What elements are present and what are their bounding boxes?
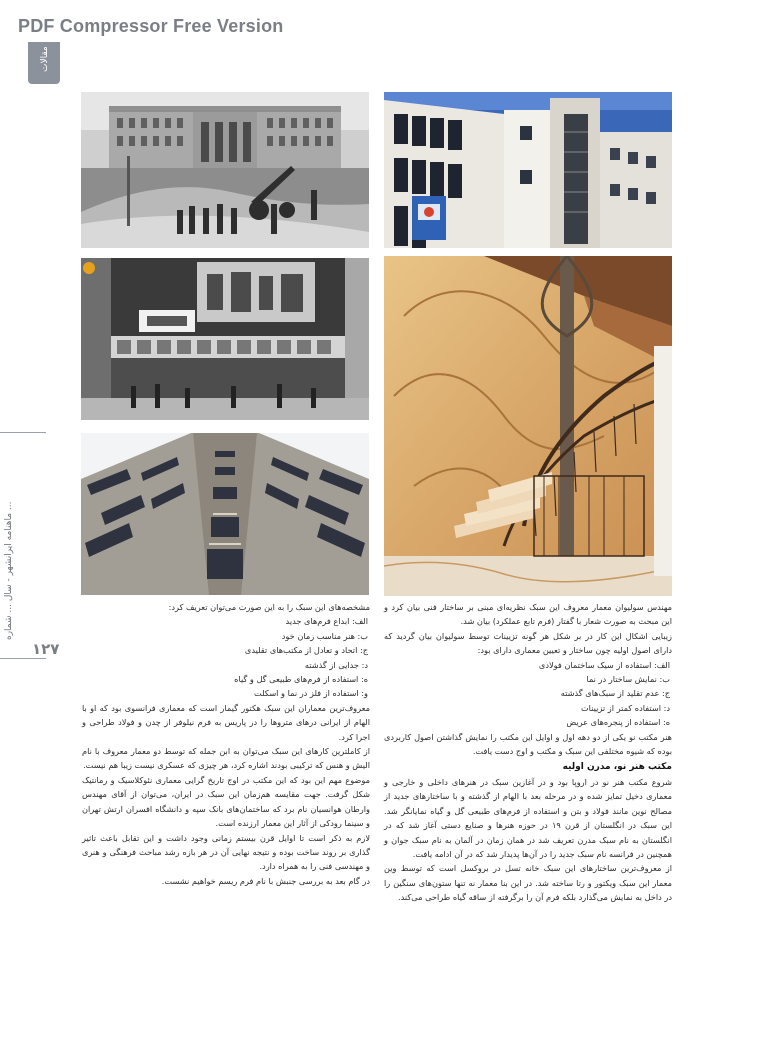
left-list-item: ج: اتحاد و تعادل از مکتب‌های تقلیدی	[244, 645, 368, 656]
left-paragraph: معروف‌ترین معماران این سبک هکتور گیمار است که معماری فرانسوی بود که او با الهام از ایرانی درهای مترو‌ها را در پاریس به فرم نیلوفر از چدن و فولاد طراحی و اجرا کرد.	[82, 702, 370, 742]
tower-facade-photo	[81, 433, 369, 595]
section-heading: مکتب هنر نو، مدرن اولیه	[562, 762, 672, 773]
right-text-column	[384, 600, 672, 905]
left-paragraph: از کاملترین کارهای این سبک می‌توان به ابن جمله که توسط دو معمار معروف با نام الیش و هنس که ترکیبی بودند اشاره کرد، هر چیزی که عسکری نیست زیبا هم نیست.	[82, 746, 370, 771]
left-list-item: د: جدایی از گذشته	[304, 659, 368, 670]
watermark-text: PDF Compressor Free Version	[18, 16, 284, 36]
left-text-column	[82, 600, 370, 888]
right-list-item: ب: نمایش ساختار در نما	[586, 674, 670, 685]
right-list-item: ه: استفاده از پنجره‌های عریض	[566, 717, 670, 728]
left-paragraph: در گام بعد به بررسی جنبش با نام فرم ریسم خواهیم نشست.	[161, 875, 370, 886]
left-paragraph: موضوع مهم این بود که این مکتب در اوج تاریخ گرایی معماری نئوکلاسیک و رمانتیک شکل گرفت. جهت مقایسه هم‌زمان این سبک در ایران، می‌توان از آقای مهندس وارطان هوانسیان نام برد که ساختمان‌های بانک سپه و دانشگاه افسران ارتش تهران و سینما رودکی از آثار این معمار ارزنده است.	[82, 774, 370, 829]
left-intro: مشخصه‌های این سبک را به این صورت می‌توان تعریف کرد:	[168, 602, 370, 612]
right-intro: مهندس سولیوان معمار معروف این سبک نظریه‌ای مبنی بر ساختار فنی بیان کرد و این مبحث به صورت شعار با گفتار (فرم تابع عملکرد) بیان شد.	[384, 602, 672, 627]
cinema-street-photo	[81, 258, 369, 420]
right-list-item: الف: استفاده از سیک ساختمان فولادی	[538, 659, 670, 670]
section-tab-label: مقالات	[40, 46, 50, 72]
left-list-item: و: استفاده از فلز در نما و اسکلت	[254, 688, 368, 699]
right-paragraph: شروع مکتب هنر نو در اروپا بود و در آغازین سبک در هنرهای داخلی و خارجی و معماری دخیل تمایز شده و در مرحله بعد با الهام از گذشته و با ساختارهای جدید از مصالح نوین مانند فولاد و بتن و استفاده از فرم‌های طبیعی گل و گیاه نمایانگر شد. این سبک در انگلستان از قرن ۱۹ در حوزه هنرها و صنایع دستی آغاز شد که در انگلستان به نام سبک مدرن تعریف شد در همان زمان در آلمان به نام سبک جوان و همچنین در فرانسه نام سبک جدید را در آن‌ها پدیدار شد که در آن ادامه یافت.	[384, 776, 672, 859]
right-paragraph: هنر مکتب نو یکی از دو دهه اول و اوایل این مکتب را نمایش گذاشتن اصول کاربردی بوده که شیوه مختلفی این سبک و مکتب و اوج دست یافت.	[384, 731, 672, 757]
art-deco-facade-photo	[384, 92, 672, 248]
ministry-building-photo	[81, 92, 369, 248]
side-caption: ماهنامه ایرانشهر - سال ... شماره ...	[4, 501, 14, 640]
right-paragraph: از معروف‌ترین ساختارهای این سبک خانه تسل در بروکسل است که توسط وین معمار این سبک ویکتور و رتا ساخته شد. در این بنا معمار نه تنها ستون‌های سنگین را در داخل به نمایش می‌گذارد بلکه فرم آن را برگرفته از ساقه گیاه طراحی می‌کند.	[384, 863, 672, 903]
side-rule-top	[0, 432, 46, 433]
right-intro-2: زیبایی اشکال این کار در بر شکل هر گونه تزیینات توسط سولیوان بیان گردید که دارای اصول اولیه چون ساختار و تعیین معماری دارای بود:	[384, 630, 672, 656]
page-number: ۱۲۷	[32, 640, 60, 658]
left-paragraph: لازم به ذکر است تا اوایل قرن بیستم زمانی وجود داشت و این تقابل باعث تاثیر گذاری بر روند ساخت بوده و نتیجه نهایی آن در هر بازه رشد مباحث فرهنگی و هنری و مهندسی فنی را به همراه دارد.	[82, 832, 370, 872]
left-list-item: الف: ابداع فرم‌های جدید	[285, 616, 368, 627]
right-list-item: ج: عدم تقلید از سبک‌های گذشته	[560, 688, 670, 699]
right-list-item: د: استفاده کمتر از تزیینات	[580, 702, 670, 713]
left-list-item: ه: استفاده از فرم‌های طبیعی گل و گیاه	[234, 674, 368, 685]
left-list-item: ب: هنر مناسب زمان خود	[281, 630, 368, 641]
art-nouveau-staircase-photo	[384, 256, 672, 596]
side-rule-bottom	[0, 658, 46, 659]
